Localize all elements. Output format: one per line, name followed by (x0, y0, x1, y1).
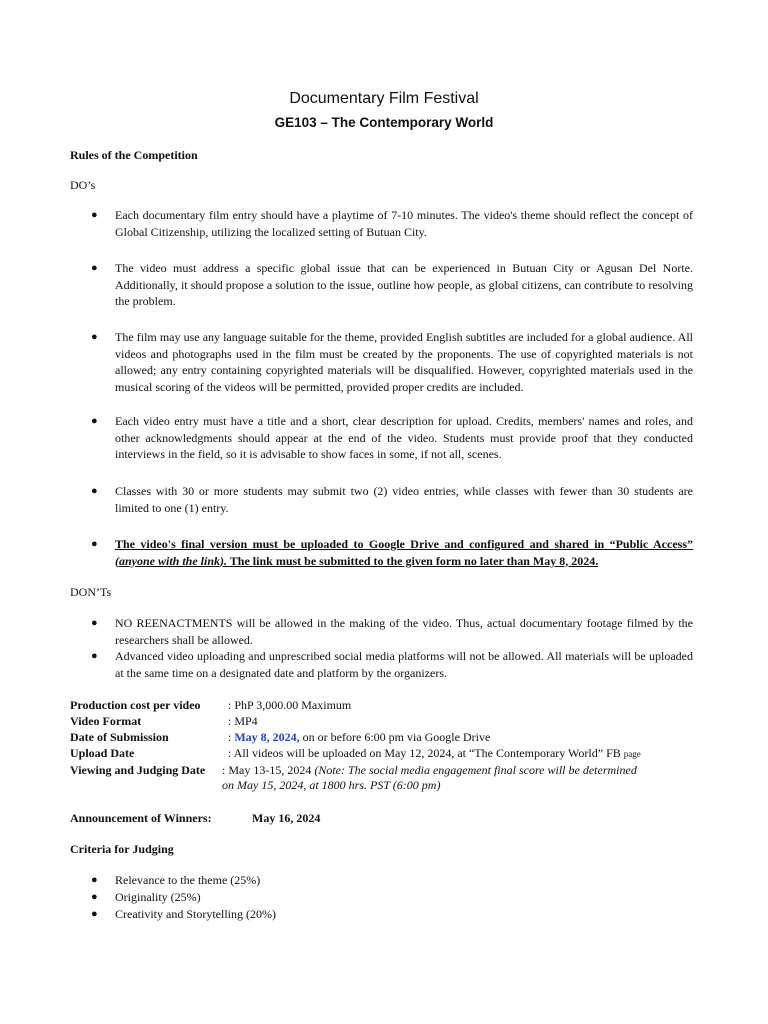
submission-rest: on or before 6:00 pm via Google Drive (299, 730, 491, 744)
document-title: Documentary Film Festival (289, 90, 479, 107)
viewing-note-line2: on May 15, 2024, at 1800 hrs. PST (6:00 pm) (222, 778, 441, 792)
list-item-text: Each video entry must have a title and a short, clear description for upload. Credits, members' names and roles, and other acknowledgments should appear at the end of the video. Students must provide proof that they conducted interviews in the field, so it is advisable to show faces in some, if not all, scenes. (115, 414, 693, 461)
bullet-icon: ● (91, 485, 98, 497)
donts-heading: DON’Ts (70, 585, 112, 599)
list-item-text: The film may use any language suitable for the theme, provided English subtitles are included for a global audience. All videos and photographs used in the film must be created by the proponents. The use of copyrighted materials is not allowed; any entry containing copyrighted materials will be disqualified. However, copyrighted materials used in the musical scoring of the videos will be permitted, provided proper credits are included. (115, 330, 693, 394)
list-item-text: Each documentary film entry should have a playtime of 7-10 minutes. The video's theme should reflect the concept of Global Citizenship, utilizing the localized setting of Butuan City. (115, 208, 693, 239)
viewing-value (222, 762, 637, 778)
list-item-text: Relevance to the theme (25%) (115, 873, 261, 887)
bullet-icon: ● (91, 908, 98, 920)
list-item-text: Originality (25%) (115, 890, 201, 904)
dos-heading: DO’s (70, 178, 96, 192)
format-label: Video Format (70, 714, 142, 728)
rules-heading: Rules of the Competition (70, 148, 198, 162)
list-item-text: NO REENACTMENTS will be allowed in the making of the video. Thus, actual documentary footage filmed by the researchers shall be allowed. (115, 616, 693, 647)
announcement-label: Announcement of Winners: (70, 811, 212, 825)
submission-date: May 8, 2024, (234, 730, 300, 744)
bullet-icon: ● (91, 617, 98, 629)
bullet-icon: ● (91, 650, 98, 662)
submission-value (228, 729, 490, 745)
final-version-part1: The video's final version must be uploaded to Google Drive and configured and shared in “Public Access” (115, 537, 693, 551)
viewing-label: Viewing and Judging Date (70, 763, 206, 777)
criteria-heading: Criteria for Judging (70, 842, 174, 856)
viewing-note-line1: (Note: The social media engagement final score will be determined (314, 763, 637, 777)
list-item-text: Creativity and Storytelling (20%) (115, 907, 276, 921)
document-subtitle: GE103 – The Contemporary World (274, 115, 494, 130)
bullet-icon: ● (91, 874, 98, 886)
production-label: Production cost per video (70, 698, 201, 712)
final-version-part3: The link must be submitted to the given form no later than May 8, 2024. (227, 553, 599, 568)
production-value: : PhP 3,000.00 Maximum (228, 698, 352, 712)
final-version-part2: (anyone with the link). (115, 553, 228, 568)
upload-value-text: : All videos will be uploaded on May 12, 2024, at “The Contemporary World” FB (228, 746, 621, 760)
list-item-text: Classes with 30 or more students may submit two (2) video entries, while classes with fewer than 30 students are limited to one (1) entry. (115, 484, 693, 515)
list-item-text: Advanced video uploading and unprescribed social media platforms will not be allowed. All materials will be uploaded at the same time on a designated date and platform by the organizers. (115, 649, 693, 680)
bullet-icon: ● (91, 331, 98, 343)
submission-prefix: : (228, 730, 235, 744)
bullet-icon: ● (91, 891, 98, 903)
viewing-value-text: : May 13-15, 2024 (222, 763, 315, 777)
format-value: : MP4 (228, 714, 258, 728)
submission-label: Date of Submission (70, 730, 169, 744)
bullet-icon: ● (91, 415, 98, 427)
upload-value-small: page (623, 749, 641, 759)
list-item-text: The video must address a specific global issue that can be experienced in Butuan City or Agusan Del Norte. Additionally, it should propose a solution to the issue, outline how people, as global citizens, can contribute to resolving the problem. (115, 261, 693, 308)
bullet-icon: ● (91, 262, 98, 274)
upload-label: Upload Date (70, 746, 135, 760)
final-version-text (115, 536, 693, 569)
announcement-date: May 16, 2024 (252, 811, 321, 825)
upload-value (228, 745, 641, 762)
bullet-icon: ● (91, 209, 98, 221)
bullet-icon: ● (91, 538, 98, 550)
